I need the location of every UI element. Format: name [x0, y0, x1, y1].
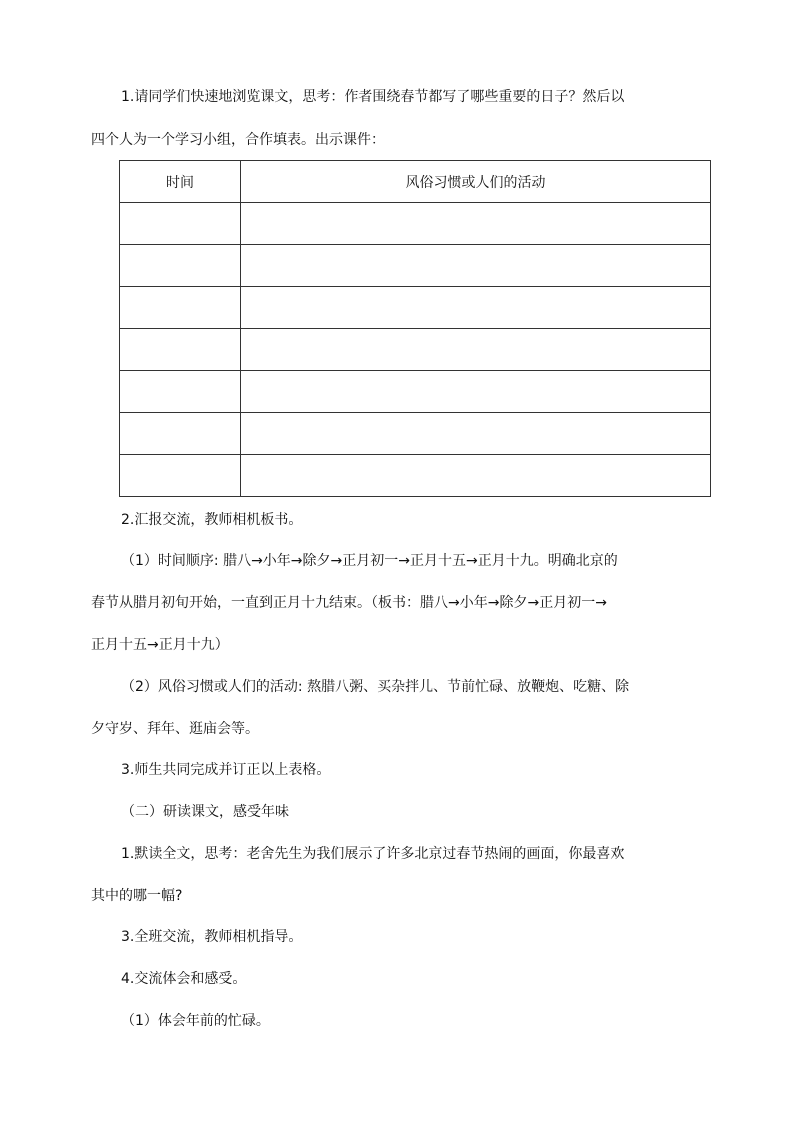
table-cell — [241, 287, 711, 329]
table-cell — [241, 329, 711, 371]
header-time: 时间 — [120, 161, 241, 203]
table-cell — [120, 329, 241, 371]
table-cell — [120, 245, 241, 287]
table-cell — [241, 371, 711, 413]
table-cell — [120, 413, 241, 455]
report-p2-line-1: （2）风俗习惯或人们的活动: 熬腊八粥、买杂拌儿、节前忙碌、放鞭炮、吃糖、除 — [121, 679, 630, 695]
table-cell — [120, 203, 241, 245]
table-row — [120, 413, 711, 455]
question-1-line-1: 1.默读全文，思考：老舍先生为我们展示了许多北京过春节热闹的画面，你最喜欢 — [121, 846, 625, 862]
table-cell — [241, 455, 711, 497]
table-row — [120, 203, 711, 245]
report-p2-line-2: 夕守岁、拜年、逛庙会等。 — [91, 721, 259, 737]
table-row — [120, 245, 711, 287]
intro-line-1: 1.请同学们快速地浏览课文，思考：作者围绕春节都写了哪些重要的日子？然后以 — [121, 89, 625, 105]
intro-line-2: 四个人为一个学习小组，合作填表。出示课件： — [91, 132, 385, 148]
table-cell — [241, 203, 711, 245]
step-3-class-exchange: 3.全班交流，教师相机指导。 — [121, 929, 303, 945]
table-header-row — [120, 161, 711, 203]
step-4-exchange: 4.交流体会和感受。 — [121, 971, 247, 987]
report-p1-line-1: （1）时间顺序: 腊八→小年→除夕→正月初一→正月十五→正月十九。明确北京的 — [121, 553, 618, 569]
table-row — [120, 287, 711, 329]
table-cell — [120, 371, 241, 413]
table-cell — [120, 287, 241, 329]
table-cell — [241, 245, 711, 287]
step-3: 3.师生共同完成并订正以上表格。 — [121, 762, 331, 778]
table-cell — [241, 413, 711, 455]
table-row — [120, 455, 711, 497]
table-cell — [120, 455, 241, 497]
question-1-line-2: 其中的哪一幅? — [91, 888, 183, 904]
step-4-1: （1）体会年前的忙碌。 — [121, 1013, 270, 1029]
report-p1-line-2: 春节从腊月初旬开始，一直到正月十九结束。（板书：腊八→小年→除夕→正月初一→ — [91, 595, 607, 611]
report-title: 2.汇报交流，教师相机板书。 — [121, 512, 303, 528]
table-row — [120, 371, 711, 413]
table-row — [120, 329, 711, 371]
report-p1-line-3: 正月十五→正月十九） — [91, 637, 229, 653]
header-activities: 风俗习惯或人们的活动 — [241, 161, 711, 203]
section-2-heading: （二）研读课文，感受年味 — [121, 804, 289, 820]
fill-in-table — [119, 160, 711, 497]
